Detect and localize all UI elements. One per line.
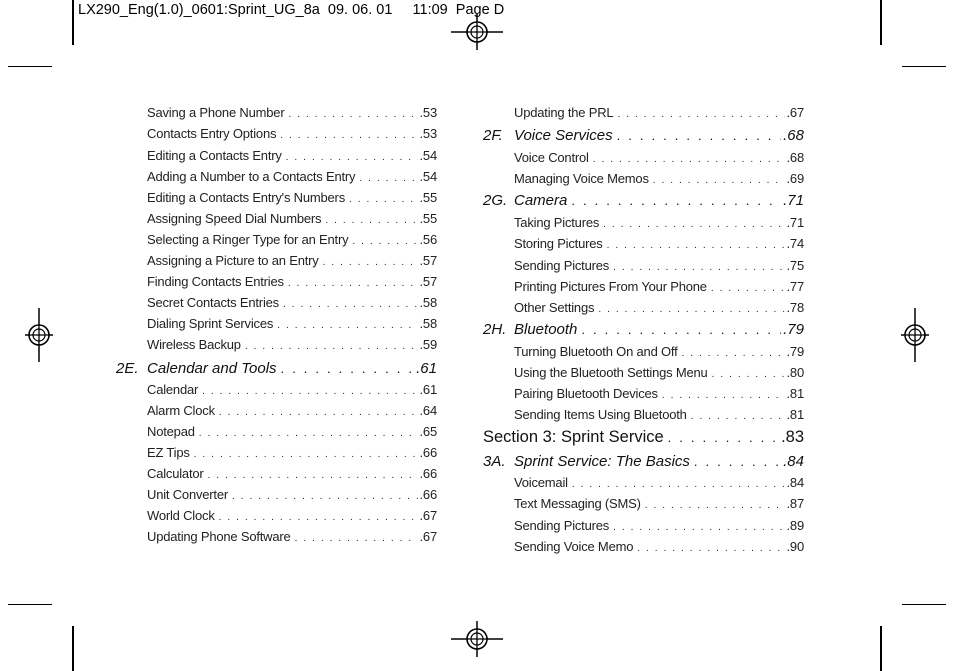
dot-leader <box>653 175 785 186</box>
toc-entry-page: .66 <box>419 466 437 481</box>
toc-entry[interactable] <box>514 258 804 273</box>
toc-entry-page: .54 <box>419 148 437 163</box>
toc-entry-label: Alarm Clock <box>147 403 215 418</box>
toc-entry[interactable] <box>514 236 804 251</box>
toc-entry-page: .65 <box>419 424 437 439</box>
toc-entry[interactable] <box>514 496 804 511</box>
registration-mark-top-icon <box>451 14 503 50</box>
toc-entry-label: Printing Pictures From Your Phone <box>514 279 707 294</box>
crop-mark-bottom-left <box>72 626 74 671</box>
dot-leader <box>283 299 418 310</box>
toc-subsection-page: .71 <box>783 192 804 209</box>
toc-entry-label: Adding a Number to a Contacts Entry <box>147 169 356 184</box>
toc-subsection-label: Calendar and Tools <box>147 360 277 377</box>
toc-entry-page: .89 <box>786 518 804 533</box>
dot-leader <box>712 369 785 380</box>
toc-entry-label: Editing a Contacts Entry's Numbers <box>147 190 345 205</box>
toc-entry-label: Calendar <box>147 382 199 397</box>
toc-subsection-number: 3A. <box>483 453 506 470</box>
toc-entry-label: Sending Voice Memo <box>514 539 634 554</box>
toc-entry-page: .54 <box>419 169 437 184</box>
toc-entry-page: .64 <box>419 403 437 418</box>
toc-entry[interactable] <box>514 518 804 533</box>
crop-mark-bottom-right <box>880 626 882 671</box>
dot-leader <box>607 240 785 251</box>
toc-entry[interactable] <box>514 386 804 401</box>
toc-entry-page: .56 <box>419 232 437 247</box>
toc-entry[interactable] <box>147 445 437 460</box>
toc-entry-page: .67 <box>419 529 437 544</box>
toc-subsection-heading[interactable] <box>116 360 437 377</box>
toc-entry-label: Sending Pictures <box>514 258 610 273</box>
dot-leader <box>349 194 418 205</box>
toc-entry-label: Pairing Bluetooth Devices <box>514 386 658 401</box>
toc-entry-label: Wireless Backup <box>147 337 241 352</box>
toc-entry-label: Contacts Entry Options <box>147 126 277 141</box>
dot-leader <box>603 219 784 230</box>
toc-entry-page: .74 <box>786 236 804 251</box>
toc-entry[interactable] <box>147 232 437 247</box>
registration-mark-right-icon <box>901 308 929 362</box>
dot-leader <box>194 449 418 460</box>
toc-entry-page: .57 <box>419 274 437 289</box>
toc-subsection-page: .79 <box>783 321 804 338</box>
dot-leader <box>691 411 785 422</box>
dot-leader <box>571 193 781 208</box>
toc-entry[interactable] <box>147 274 437 289</box>
toc-subsection-number: 2E. <box>116 360 139 377</box>
toc-entry[interactable] <box>147 253 437 268</box>
dot-leader <box>219 407 418 418</box>
toc-entry-page: .77 <box>786 279 804 294</box>
toc-entry-label: Taking Pictures <box>514 215 600 230</box>
toc-entry-label: Secret Contacts Entries <box>147 295 279 310</box>
toc-entry[interactable] <box>514 407 804 422</box>
dot-leader <box>232 491 418 502</box>
toc-entry-label: Other Settings <box>514 300 595 315</box>
toc-entry-page: .55 <box>419 211 437 226</box>
print-slug-line: LX290_Eng(1.0)_0601:Sprint_UG_8a 09. 06. 01 11:09 Page D <box>78 2 505 18</box>
toc-entry[interactable] <box>147 190 437 205</box>
toc-entry-page: .69 <box>786 171 804 186</box>
toc-entry-page: .75 <box>786 258 804 273</box>
crop-mark-left-top <box>8 66 52 67</box>
dot-leader <box>598 304 784 315</box>
dot-leader <box>645 500 785 511</box>
dot-leader <box>572 479 785 490</box>
toc-entry-label: Updating Phone Software <box>147 529 291 544</box>
toc-entry-label: Notepad <box>147 424 195 439</box>
toc-entry-label: Assigning Speed Dial Numbers <box>147 211 322 226</box>
toc-entry-page: .84 <box>786 475 804 490</box>
toc-entry-label: Text Messaging (SMS) <box>514 496 641 511</box>
toc-entry-label: Storing Pictures <box>514 236 603 251</box>
dot-leader <box>208 470 418 481</box>
toc-entry-page: .87 <box>786 496 804 511</box>
toc-entry[interactable] <box>147 105 437 120</box>
toc-entry-label: Editing a Contacts Entry <box>147 148 282 163</box>
toc-subsection-page: .84 <box>783 453 804 470</box>
toc-entry-page: .61 <box>419 382 437 397</box>
dot-leader <box>288 109 417 120</box>
toc-section-heading[interactable] <box>483 428 804 447</box>
toc-subsection-page: .61 <box>416 360 437 377</box>
toc-entry-page: .81 <box>786 386 804 401</box>
toc-entry-label: Saving a Phone Number <box>147 105 285 120</box>
toc-section-label: Section 3: Sprint Service <box>483 428 664 446</box>
dot-leader <box>662 390 785 401</box>
toc-entry-label: Calculator <box>147 466 204 481</box>
toc-entry-page: .79 <box>786 344 804 359</box>
toc-entry-page: .80 <box>786 365 804 380</box>
dot-leader <box>694 454 781 469</box>
toc-subsection-label: Sprint Service: The Basics <box>514 453 690 470</box>
toc-subsection-heading[interactable] <box>483 321 804 338</box>
crop-mark-top-right <box>880 0 882 45</box>
toc-entry[interactable] <box>147 295 437 310</box>
crop-mark-top-left <box>72 0 74 45</box>
toc-entry[interactable] <box>514 365 804 380</box>
toc-entry[interactable] <box>147 466 437 481</box>
dot-leader <box>613 522 784 533</box>
dot-leader <box>219 512 418 523</box>
dot-leader <box>199 428 418 439</box>
dot-leader <box>286 152 418 163</box>
dot-leader <box>288 278 418 289</box>
toc-subsection-number: 2F. <box>483 127 503 144</box>
toc-entry-label: Selecting a Ringer Type for an Entry <box>147 232 349 247</box>
toc-section-page: .83 <box>781 428 804 446</box>
registration-mark-bottom-icon <box>451 621 503 657</box>
toc-subsection-label: Voice Services <box>514 127 613 144</box>
toc-entry[interactable] <box>147 148 437 163</box>
dot-leader <box>617 109 784 120</box>
toc-entry[interactable] <box>514 279 804 294</box>
toc-entry-label: Finding Contacts Entries <box>147 274 284 289</box>
toc-entry[interactable] <box>514 105 804 120</box>
toc-entry[interactable] <box>147 211 437 226</box>
toc-entry-page: .67 <box>419 508 437 523</box>
toc-entry-label: Sending Items Using Bluetooth <box>514 407 687 422</box>
dot-leader <box>711 283 785 294</box>
toc-entry[interactable] <box>514 344 804 359</box>
dot-leader <box>682 348 785 359</box>
toc-subsection-page: .68 <box>783 127 804 144</box>
toc-entry-label: Using the Bluetooth Settings Menu <box>514 365 708 380</box>
toc-entry-page: .66 <box>419 445 437 460</box>
dot-leader <box>613 262 784 273</box>
crop-mark-right-top <box>902 66 946 67</box>
toc-entry-page: .57 <box>419 253 437 268</box>
toc-entry[interactable] <box>147 508 437 523</box>
dot-leader <box>359 173 417 184</box>
toc-entry[interactable] <box>147 424 437 439</box>
toc-entry[interactable] <box>147 337 437 352</box>
toc-entry[interactable] <box>514 475 804 490</box>
toc-entry-page: .81 <box>786 407 804 422</box>
toc-subsection-heading[interactable] <box>483 453 804 470</box>
dot-leader <box>281 361 415 376</box>
dot-leader <box>352 236 417 247</box>
toc-entry[interactable] <box>147 169 437 184</box>
dot-leader <box>637 543 784 554</box>
toc-entry-page: .67 <box>786 105 804 120</box>
toc-entry[interactable] <box>147 487 437 502</box>
toc-entry-page: .59 <box>419 337 437 352</box>
dot-leader <box>617 128 781 143</box>
toc-entry-page: .58 <box>419 316 437 331</box>
toc-entry-label: Voicemail <box>514 475 568 490</box>
toc-entry-page: .58 <box>419 295 437 310</box>
dot-leader <box>593 154 785 165</box>
toc-entry-label: EZ Tips <box>147 445 190 460</box>
toc-subsection-number: 2H. <box>483 321 507 338</box>
toc-subsection-number: 2G. <box>483 192 508 209</box>
toc-entry[interactable] <box>147 382 437 397</box>
toc-entry[interactable] <box>147 403 437 418</box>
toc-entry-page: .53 <box>419 105 437 120</box>
toc-entry-page: .66 <box>419 487 437 502</box>
crop-mark-right-bottom <box>902 604 946 605</box>
toc-entry-label: World Clock <box>147 508 215 523</box>
toc-entry-label: Unit Converter <box>147 487 229 502</box>
toc-entry-page: .53 <box>419 126 437 141</box>
toc-entry[interactable] <box>514 539 804 554</box>
toc-entry-label: Updating the PRL <box>514 105 614 120</box>
toc-entry-page: .55 <box>419 190 437 205</box>
toc-entry[interactable] <box>514 300 804 315</box>
toc-entry-label: Turning Bluetooth On and Off <box>514 344 678 359</box>
toc-subsection-label: Bluetooth <box>514 321 578 338</box>
toc-entry[interactable] <box>147 316 437 331</box>
toc-entry[interactable] <box>514 150 804 165</box>
registration-mark-left-icon <box>25 308 53 362</box>
toc-entry[interactable] <box>147 126 437 141</box>
toc-entry-label: Voice Control <box>514 150 589 165</box>
toc-entry-page: .68 <box>786 150 804 165</box>
dot-leader <box>668 430 779 445</box>
dot-leader <box>325 215 417 226</box>
dot-leader <box>202 386 417 397</box>
toc-entry-page: .90 <box>786 539 804 554</box>
dot-leader <box>323 257 418 268</box>
dot-leader <box>280 130 417 141</box>
toc-entry-label: Managing Voice Memos <box>514 171 649 186</box>
crop-mark-left-bottom <box>8 604 52 605</box>
toc-entry-label: Assigning a Picture to an Entry <box>147 253 319 268</box>
toc-entry-label: Sending Pictures <box>514 518 610 533</box>
dot-leader <box>295 533 418 544</box>
toc-subsection-heading[interactable] <box>483 127 804 144</box>
toc-entry[interactable] <box>514 215 804 230</box>
toc-entry[interactable] <box>514 171 804 186</box>
toc-entry-page: .71 <box>786 215 804 230</box>
toc-entry[interactable] <box>147 529 437 544</box>
toc-entry-label: Dialing Sprint Services <box>147 316 274 331</box>
dot-leader <box>581 322 781 337</box>
toc-subsection-label: Camera <box>514 192 568 209</box>
toc-subsection-heading[interactable] <box>483 192 804 209</box>
dot-leader <box>277 320 417 331</box>
dot-leader <box>245 341 418 352</box>
toc-entry-page: .78 <box>786 300 804 315</box>
